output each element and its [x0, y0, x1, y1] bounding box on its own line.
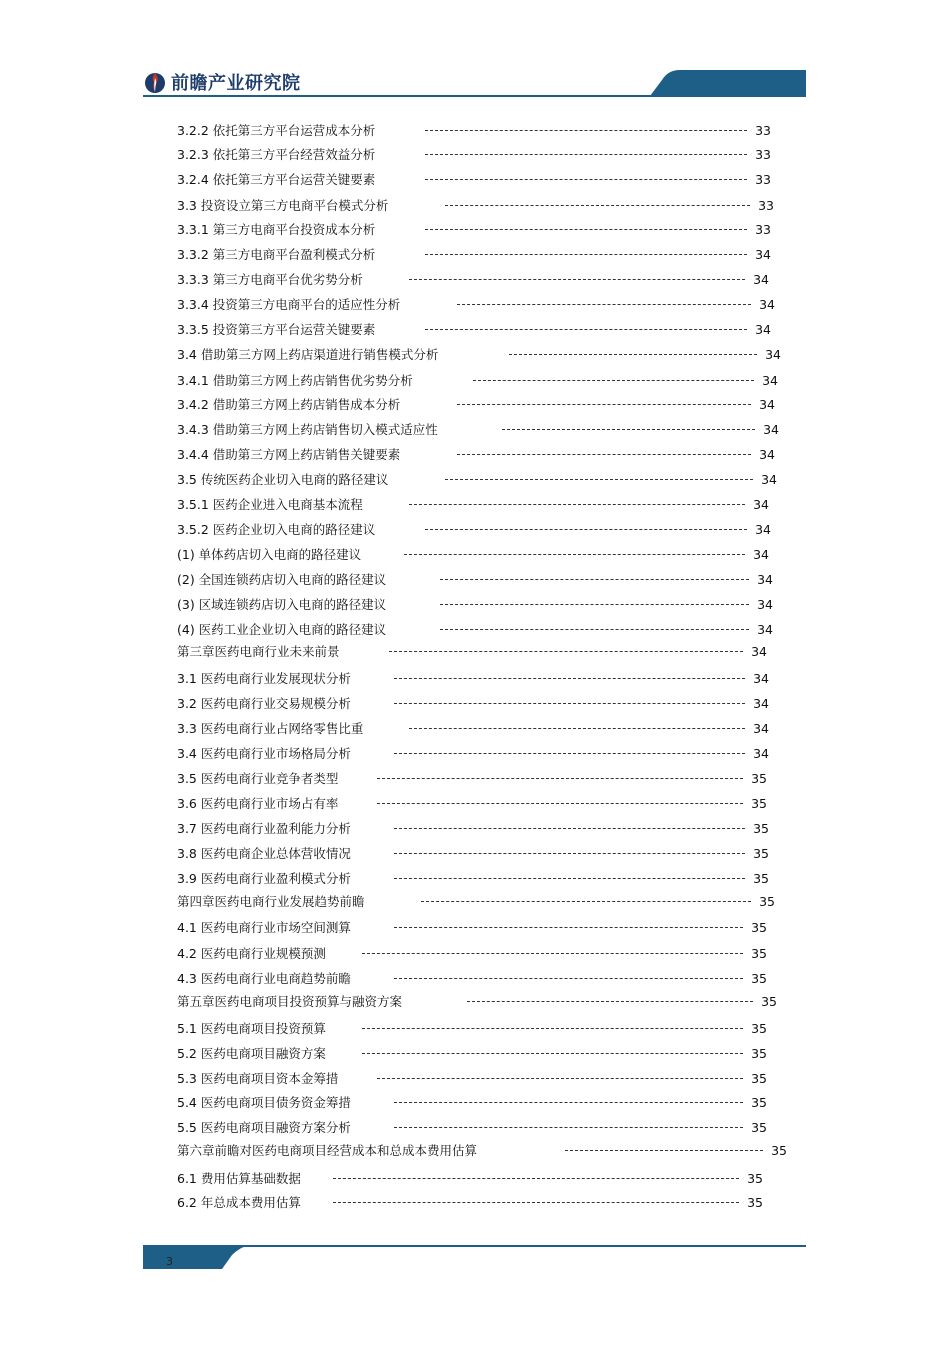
toc-leader-dots [394, 828, 745, 829]
page-number: 3 [166, 1255, 173, 1268]
toc-entry-label: 3.3.5 投资第三方平台运营关键要素 [177, 322, 376, 337]
toc-entry-label: 3.5.2 医药企业切入电商的路径建议 [177, 522, 376, 537]
toc-entry[interactable] [177, 219, 797, 239]
toc-leader-dots [440, 629, 749, 630]
toc-entry-page: 34 [757, 596, 773, 612]
toc-entry-label: 3.4.1 借助第三方网上药店销售优劣势分析 [177, 373, 413, 388]
toc-entry-label: 3.9 医药电商行业盈利模式分析 [177, 871, 351, 886]
toc-entry-page: 35 [753, 870, 769, 886]
toc-entry[interactable] [177, 519, 797, 539]
toc-entry-label: 3.2 医药电商行业交易规模分析 [177, 696, 351, 711]
toc-leader-dots [467, 1001, 753, 1002]
toc-entry-label: 5.1 医药电商项目投资预算 [177, 1021, 326, 1036]
toc-entry-label: 3.3.2 第三方电商平台盈利模式分析 [177, 247, 376, 262]
toc-entry-label: 3.3.1 第三方电商平台投资成本分析 [177, 222, 376, 237]
toc-entry-page: 34 [755, 246, 771, 262]
toc-entry[interactable] [177, 1018, 797, 1038]
toc-entry[interactable] [177, 469, 797, 489]
toc-leader-dots [394, 1127, 743, 1128]
toc-leader-dots [394, 678, 745, 679]
toc-entry-page: 33 [755, 122, 771, 138]
toc-leader-dots [409, 728, 745, 729]
toc-leader-dots [394, 853, 745, 854]
toc-leader-dots [565, 1150, 763, 1151]
toc-entry-page: 35 [747, 1194, 763, 1210]
toc-entry-label: 3.3.4 投资第三方电商平台的适应性分析 [177, 297, 401, 312]
toc-entry-label: 5.3 医药电商项目资本金筹措 [177, 1071, 339, 1086]
toc-entry[interactable] [177, 1140, 797, 1160]
toc-entry-label: 4.3 医药电商行业电商趋势前瞻 [177, 971, 351, 986]
footer-band [0, 1235, 950, 1275]
toc-entry-page: 35 [751, 1045, 767, 1061]
toc-leader-dots [502, 429, 755, 430]
toc-entry[interactable] [177, 244, 797, 264]
toc-entry-page: 34 [759, 296, 775, 312]
toc-entry[interactable] [177, 394, 797, 414]
toc-entry-page: 35 [761, 993, 777, 1009]
toc-entry-page: 35 [759, 893, 775, 909]
toc-entry-page: 34 [761, 471, 777, 487]
toc-entry[interactable] [177, 494, 797, 514]
toc-entry-label: (2) 全国连锁药店切入电商的路径建议 [177, 572, 387, 587]
toc-entry-label: 3.2.4 依托第三方平台运营关键要素 [177, 172, 376, 187]
toc-entry-label: 3.6 医药电商行业市场占有率 [177, 796, 339, 811]
toc-entry-label: 3.5 传统医药企业切入电商的路径建议 [177, 472, 389, 487]
toc-entry-page: 35 [751, 970, 767, 986]
toc-entry-page: 34 [753, 496, 769, 512]
toc-entry-label: (3) 区域连锁药店切入电商的路径建议 [177, 597, 387, 612]
toc-entry-page: 34 [753, 720, 769, 736]
toc-entry-label: 3.5 医药电商行业竞争者类型 [177, 771, 339, 786]
toc-entry[interactable] [177, 743, 797, 763]
toc-entry-page: 34 [753, 271, 769, 287]
toc-leader-dots [440, 604, 749, 605]
toc-entry-label: 3.4.4 借助第三方网上药店销售关键要素 [177, 447, 401, 462]
toc-leader-dots [404, 554, 745, 555]
toc-entry[interactable] [177, 144, 797, 164]
toc-entry[interactable] [177, 818, 797, 838]
toc-entry[interactable] [177, 619, 797, 639]
toc-entry-label: 3.5.1 医药企业进入电商基本流程 [177, 497, 363, 512]
toc-leader-dots [409, 279, 745, 280]
brand-name: 前瞻产业研究院 [171, 73, 301, 94]
toc-entry[interactable] [177, 768, 797, 788]
toc-entry-page: 34 [753, 695, 769, 711]
toc-entry[interactable] [177, 868, 797, 888]
toc-entry-page: 35 [771, 1142, 787, 1158]
toc-entry-page: 35 [751, 945, 767, 961]
flame-logo-icon [143, 70, 167, 94]
toc-leader-dots [457, 304, 751, 305]
toc-entry-label: 3.3 医药电商行业占网络零售比重 [177, 721, 364, 736]
toc-leader-dots [394, 878, 745, 879]
toc-entry[interactable] [177, 294, 797, 314]
page-header [0, 0, 950, 100]
toc-leader-dots [377, 778, 743, 779]
toc-leader-dots [394, 927, 743, 928]
toc-entry-label: 3.2.3 依托第三方平台经营效益分析 [177, 147, 376, 162]
toc-leader-dots [389, 651, 743, 652]
toc-entry-label: (4) 医药工业企业切入电商的路径建议 [177, 622, 387, 637]
toc-entry-label: 5.5 医药电商项目融资方案分析 [177, 1120, 351, 1135]
toc-entry-page: 34 [757, 571, 773, 587]
toc-entry-label: 4.1 医药电商行业市场空间测算 [177, 920, 351, 935]
toc-leader-dots [425, 329, 747, 330]
toc-entry[interactable] [177, 1117, 797, 1137]
toc-entry-label: 第五章医药电商项目投资预算与融资方案 [177, 994, 403, 1009]
toc-leader-dots [394, 1102, 743, 1103]
toc-entry-page: 35 [753, 820, 769, 836]
toc-leader-dots [425, 179, 747, 180]
toc-leader-dots [362, 1053, 743, 1054]
toc-entry-label: 3.8 医药电商企业总体营收情况 [177, 846, 351, 861]
toc-entry[interactable] [177, 693, 797, 713]
toc-entry[interactable] [177, 569, 797, 589]
toc-leader-dots [473, 380, 754, 381]
toc-entry-label: 6.1 费用估算基础数据 [177, 1171, 301, 1186]
toc-entry-page: 33 [755, 221, 771, 237]
toc-entry-page: 33 [758, 197, 774, 213]
toc-entry-page: 34 [755, 521, 771, 537]
toc-entry[interactable] [177, 269, 797, 289]
toc-entry-page: 34 [763, 421, 779, 437]
toc-entry-label: 3.1 医药电商行业发展现状分析 [177, 671, 351, 686]
toc-leader-dots [445, 205, 750, 206]
toc-leader-dots [425, 229, 747, 230]
toc-entry-page: 35 [751, 1094, 767, 1110]
toc-entry-page: 34 [765, 346, 781, 362]
toc-entry[interactable] [177, 891, 797, 911]
toc-entry[interactable] [177, 968, 797, 988]
toc-entry-page: 35 [753, 845, 769, 861]
toc-leader-dots [377, 1078, 743, 1079]
toc-entry-page: 33 [755, 146, 771, 162]
toc-leader-dots [425, 154, 747, 155]
toc-leader-dots [362, 953, 743, 954]
toc-leader-dots [425, 130, 747, 131]
toc-entry-page: 35 [751, 795, 767, 811]
toc-entry-page: 34 [759, 396, 775, 412]
toc-leader-dots [457, 454, 751, 455]
toc-entry-page: 35 [751, 1119, 767, 1135]
toc-entry-label: 第三章医药电商行业未来前景 [177, 644, 340, 659]
toc-entry[interactable] [177, 169, 797, 189]
toc-entry[interactable] [177, 943, 797, 963]
toc-leader-dots [394, 753, 745, 754]
toc-entry-label: 5.2 医药电商项目融资方案 [177, 1046, 326, 1061]
toc-entry-page: 34 [753, 546, 769, 562]
toc-leader-dots [409, 504, 745, 505]
toc-entry-page: 34 [751, 643, 767, 659]
toc-entry-label: 3.3 投资设立第三方电商平台模式分析 [177, 198, 389, 213]
toc-entry-label: 3.3.3 第三方电商平台优劣势分析 [177, 272, 363, 287]
toc-entry-label: 3.2.2 依托第三方平台运营成本分析 [177, 123, 376, 138]
toc-entry[interactable] [177, 1043, 797, 1063]
toc-entry[interactable] [177, 370, 797, 390]
toc-leader-dots [457, 404, 751, 405]
toc-entry-label: 3.7 医药电商行业盈利能力分析 [177, 821, 351, 836]
toc-entry[interactable] [177, 1068, 797, 1088]
toc-entry-page: 35 [751, 919, 767, 935]
toc-entry[interactable] [177, 917, 797, 937]
toc-entry[interactable] [177, 195, 797, 215]
toc-leader-dots [425, 529, 747, 530]
toc-leader-dots [440, 579, 749, 580]
toc-entry[interactable] [177, 544, 797, 564]
toc-entry[interactable] [177, 793, 797, 813]
toc-entry[interactable] [177, 344, 797, 364]
toc-entry-label: 3.4 医药电商行业市场格局分析 [177, 746, 351, 761]
toc-entry-page: 34 [755, 321, 771, 337]
toc-entry-label: 第六章前瞻对医药电商项目经营成本和总成本费用估算 [177, 1143, 478, 1158]
toc-entry-label: 3.4 借助第三方网上药店渠道进行销售模式分析 [177, 347, 439, 362]
toc-leader-dots [394, 703, 745, 704]
toc-entry-label: 3.4.2 借助第三方网上药店销售成本分析 [177, 397, 401, 412]
toc-entry[interactable] [177, 594, 797, 614]
toc-entry-label: 5.4 医药电商项目债务资金筹措 [177, 1095, 351, 1110]
toc-entry[interactable] [177, 1092, 797, 1112]
toc-leader-dots [445, 479, 753, 480]
toc-entry[interactable] [177, 120, 797, 140]
toc-entry-page: 34 [757, 621, 773, 637]
toc-entry[interactable] [177, 641, 797, 661]
toc-entry-page: 34 [759, 446, 775, 462]
toc-leader-dots [362, 1028, 743, 1029]
toc-entry-page: 35 [747, 1170, 763, 1186]
toc-leader-dots [333, 1178, 739, 1179]
toc-entry-page: 34 [753, 745, 769, 761]
toc-entry-page: 35 [751, 1020, 767, 1036]
toc-entry[interactable] [177, 843, 797, 863]
toc-entry-label: 3.4.3 借助第三方网上药店销售切入模式适应性 [177, 422, 438, 437]
toc-entry[interactable] [177, 444, 797, 464]
toc-entry-page: 34 [762, 372, 778, 388]
toc-entry-page: 33 [755, 171, 771, 187]
toc-leader-dots [333, 1202, 739, 1203]
toc-leader-dots [509, 354, 757, 355]
toc-entry[interactable] [177, 1168, 797, 1188]
toc-entry-label: 4.2 医药电商行业规模预测 [177, 946, 326, 961]
toc-entry-page: 35 [751, 1070, 767, 1086]
toc-entry[interactable] [177, 419, 797, 439]
brand-logo [143, 68, 301, 96]
toc-leader-dots [421, 901, 751, 902]
toc-entry-label: (1) 单体药店切入电商的路径建议 [177, 547, 362, 562]
toc-leader-dots [377, 803, 743, 804]
toc-leader-dots [394, 978, 743, 979]
toc-entry-label: 第四章医药电商行业发展趋势前瞻 [177, 894, 365, 909]
toc-entry-label: 6.2 年总成本费用估算 [177, 1195, 301, 1210]
toc-entry[interactable] [177, 718, 797, 738]
toc-entry[interactable] [177, 319, 797, 339]
toc-entry[interactable] [177, 1192, 797, 1212]
toc-entry-page: 35 [751, 770, 767, 786]
toc-entry[interactable] [177, 991, 797, 1011]
toc-entry-page: 34 [753, 670, 769, 686]
toc-entry[interactable] [177, 668, 797, 688]
toc-leader-dots [425, 254, 747, 255]
